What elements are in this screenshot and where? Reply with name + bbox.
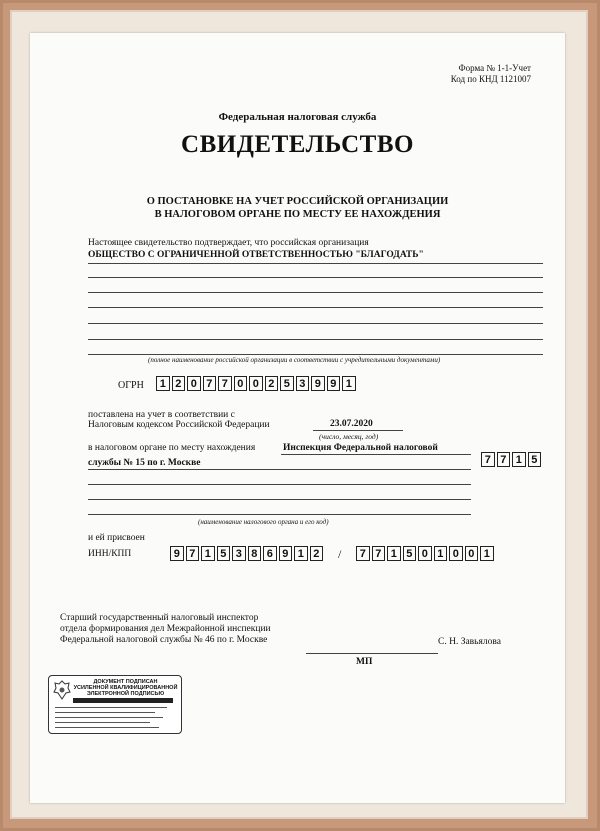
authority-underline-2 — [88, 469, 471, 470]
authority-code-digit: 5 — [528, 452, 542, 467]
ogrn-digits — [156, 376, 358, 391]
kpp-digit: 0 — [449, 546, 463, 561]
inn-digit: 3 — [232, 546, 246, 561]
stamp-line-2: УСИЛЕННОЙ КВАЛИФИЦИРОВАННОЙ — [73, 685, 178, 691]
inn-digits — [170, 546, 325, 561]
authority-code — [481, 452, 543, 467]
subtitle-line-2: В НАЛОГОВОМ ОРГАНЕ ПО МЕСТУ ЕЕ НАХОЖДЕНИЯ — [154, 209, 441, 220]
authority-code-digit: 1 — [512, 452, 526, 467]
stamp-text-line — [55, 712, 155, 713]
inn-digit: 9 — [170, 546, 184, 561]
ogrn-digit: 9 — [311, 376, 325, 391]
kpp-digit: 0 — [418, 546, 432, 561]
stamp-line-3: ЭЛЕКТРОННОЙ ПОДПИСЬЮ — [86, 691, 165, 697]
ogrn-digit: 1 — [342, 376, 356, 391]
inn-digit: 6 — [263, 546, 277, 561]
ogrn-label: ОГРН — [118, 380, 144, 391]
date-caption: (число, месяц, год) — [319, 432, 379, 441]
stamp-header — [73, 679, 178, 697]
stamp-text-line — [55, 707, 167, 708]
organization-name: ОБЩЕСТВО С ОГРАНИЧЕННОЙ ОТВЕТСТВЕННОСТЬЮ "БЛАГОДАТЬ" — [88, 250, 424, 260]
inn-digit: 7 — [186, 546, 200, 561]
authority-line-4 — [88, 499, 471, 500]
inn-digit: 8 — [248, 546, 262, 561]
form-number: Форма № 1-1-Учет — [458, 63, 531, 73]
tax-authority-part-2: службы № 15 по г. Москве — [88, 458, 201, 468]
subtitle-line-1: О ПОСТАНОВКЕ НА УЧЕТ РОССИЙСКОЙ ОРГАНИЗАЦИИ — [146, 196, 449, 207]
authority-caption: (наименование налогового органа и его код) — [198, 518, 329, 526]
kpp-digit: 1 — [434, 546, 448, 561]
org-line-5 — [88, 323, 543, 324]
signatory-line-3: Федеральной налоговой службы № 46 по г. Москве — [60, 635, 268, 645]
intro-text: Настоящее свидетельство подтверждает, что российская организация — [88, 238, 369, 248]
signatory-line-1: Старший государственный налоговый инспектор — [60, 613, 259, 623]
document-subtitle — [30, 195, 565, 221]
org-line-1 — [88, 263, 543, 264]
document-title: СВИДЕТЕЛЬСТВО — [181, 131, 414, 158]
ogrn-digit: 5 — [280, 376, 294, 391]
registration-line-1: поставлена на учет в соответствии с — [88, 410, 235, 420]
agency-name: Федеральная налоговая служба — [218, 111, 377, 123]
org-line-2 — [88, 277, 543, 278]
stamp-text-line — [55, 722, 150, 723]
ogrn-digit: 7 — [218, 376, 232, 391]
ogrn-digit: 0 — [187, 376, 201, 391]
inn-kpp-separator: / — [338, 547, 342, 561]
ogrn-digit: 0 — [249, 376, 263, 391]
stamp-info-bar — [73, 698, 173, 703]
kpp-digit: 7 — [356, 546, 370, 561]
kpp-digits — [356, 546, 496, 561]
registration-date: 23.07.2020 — [330, 419, 373, 429]
kpp-digit: 1 — [387, 546, 401, 561]
signature-line — [306, 653, 438, 654]
ogrn-digit: 2 — [172, 376, 186, 391]
signatory-position — [60, 613, 271, 646]
inn-digit: 2 — [310, 546, 324, 561]
ogrn-digit: 2 — [265, 376, 279, 391]
org-line-3 — [88, 292, 543, 293]
org-line-6 — [88, 339, 543, 340]
ogrn-digit: 3 — [296, 376, 310, 391]
date-underline — [313, 430, 403, 431]
ogrn-digit: 1 — [156, 376, 170, 391]
kpp-digit: 0 — [465, 546, 479, 561]
emblem-icon — [53, 680, 71, 700]
tax-authority-part-1: Инспекция Федеральной налоговой — [283, 443, 438, 453]
kpp-digit: 7 — [372, 546, 386, 561]
ogrn-digit: 9 — [327, 376, 341, 391]
ogrn-digit: 0 — [234, 376, 248, 391]
inn-digit: 1 — [201, 546, 215, 561]
kpp-digit: 5 — [403, 546, 417, 561]
inn-digit: 5 — [217, 546, 231, 561]
mp-mark: МП — [356, 657, 373, 667]
stamp-line-1: ДОКУМЕНТ ПОДПИСАН — [93, 679, 158, 685]
authority-code-digit: 7 — [497, 452, 511, 467]
ogrn-digit: 7 — [203, 376, 217, 391]
org-line-7 — [88, 354, 543, 355]
assigned-text: и ей присвоен — [88, 533, 145, 543]
stamp-text-line — [55, 727, 159, 728]
authority-code-digit: 7 — [481, 452, 495, 467]
signatory-name: С. Н. Завьялова — [438, 637, 501, 647]
signatory-line-2: отдела формирования дел Межрайонной инспекции — [60, 624, 271, 634]
registration-line-3: в налоговом органе по месту нахождения — [88, 443, 256, 453]
registration-line-2: Налоговым кодексом Российской Федерации — [88, 420, 270, 430]
authority-underline-1 — [281, 454, 471, 455]
knd-code: Код по КНД 1121007 — [450, 74, 531, 84]
authority-line-5 — [88, 514, 471, 515]
inn-kpp-label: ИНН/КПП — [88, 549, 132, 559]
authority-line-3 — [88, 484, 471, 485]
form-info — [451, 63, 531, 85]
inn-digit: 9 — [279, 546, 293, 561]
stamp-text-line — [55, 717, 163, 718]
kpp-digit: 1 — [480, 546, 494, 561]
inn-digit: 1 — [294, 546, 308, 561]
org-caption: (полное наименование российской организации в соответствии с учредительными документами) — [148, 356, 441, 364]
org-line-4 — [88, 307, 543, 308]
electronic-signature-stamp — [48, 675, 182, 734]
